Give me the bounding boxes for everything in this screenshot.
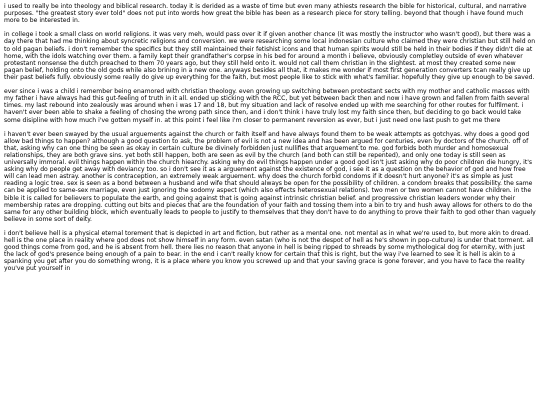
- paragraph-nature-of-hell: i don't believe hell is a physical eternal torement that is depicted in art and fiction, but rather as a mental one. not mental as in what we're used to, but more akin to dread. hell is the one place in reality where god does not show himself in any form. even satan (who is not the despot of hell as he's shown in pop-culture) is under that torment. all good things come from god, and he is absent from hell. there lies no reason that anyone in hell is being ripped to shreads by some mythological dog for eternity, with just the lack of god's presence being enough of a pain to bear. in the end i can't really know for certain that this is right, but the way i've learned to see it is hell is akin to a spanking you get after you do something wrong, it is a place where you know you screwed up and that your saving grace is gone forever, and you have to face the reality you've put yourself in: [4, 230, 534, 273]
- paragraph-biblical-research: i used to really be into theology and biblical research. today it is derided as a waste of time but even many athiests research the bible for historical, cultural, and narrative purposes. "the greatest story ever told" does not put into words how great the bible has been as a research piece for story telling. beyond that though i have found much more to be interested in.: [4, 3, 527, 25]
- paragraph-arguments-against-church: i haven't ever been swayed by the usual arguements against the church or faith itself and have always found them to be weak attempts as gotchyas. why does a good god allow bad things to happen? although a good question to ask, the problem of evil is not a new idea and has been argued for centuries, even by doctors of the church. off of that, asking why can one thing be seen as okay in certain culture be divinely forbidden just nullifies that arguement to me. god forbids both murder and homosexual relationships, they are both grave sins. yet both still happen, both are seen as evil by the church (and both can still be repented), and only one today is still seen as universally immoral. evil things happen within the church hiearchy. asking why do evil things happen under a good god isn't just asking why do poor children die hungry, it's asking why do people get away with deviancy too. so i don't see it as a arguement against the existence of god, i see it as a question on the behavior of god and how free will can lead men astray. another is contraception, an extremely weak arguement. why does the church forbid condoms if it doesn't hurt anyone? it's as simple as just reading a logic tree. sex is seen as a bond between a husband and wife that should always be open for the possibility of children. a condom breaks that possibility. the same can be applied to same-sex marriage, even just ignoring the sodomy aspect (which also effects heterosexual relations). two men or two women cannot have children. in the bible it is called for believers to populate the earth, and going against that is going against intrinsic christian belief. and progressive christian leaders wonder why their membership rates are dropping. cutting out bits and pieces that are the foundation of your faith and tossing them into a bin to try and hush away allows for others to do the same for any other building block, which eventually leads to people to justify to themselves that they don't have to do anything to prove their faith to god other than vaguely believe in some sort of deity.: [4, 130, 536, 223]
- paragraph-childhood-faith: ever since i was a child i remember being enamored with christian theology. even growing up switching between protestant sects with my mother and catholic masses with my father i have always had this gut-feeling of truth in it all. ended up sticking with the RCC, but yet between back then and now i have grown and fallen from faith several times. my last rebound into zealously was around when i was 17 and 18, but my situation and lack of resolve ended up with me searching for other routes for fulfilment. i haven't ever been able to shake a feeling of chosing the wrong path since then, and i don't think i have truly lost my faith since then, but deciding to go back would take some disipline with how much i've gotten myself in. at this point i feel like i'm closer to permanent reversion as ever, but i just need one last push to get me there: [4, 88, 530, 124]
- paragraph-syncretic-religions: in college i took a small class on world religions. it was very meh, would pass over it if given another chance (it was mostly the instructor who wasn't good), but there was a day there that had me thinking about syncretic religions and conversion. we were researching some local indonesian culture who claimed they were christian but still held on to old pagan beliefs. i don't remember the specifics but they still maintained their fetishist icons and that human spirits would still be held in their bodies if they didn't die at home, with the idols watching over them. a family kept their grandfather's corpse in his bed for around a month i believe, obviously completley outside of even whatever protestant nonsense the dutch preached to them 70 years ago, but they still held onto it. would not call them christian in the slightest. at most they created some new pagan belief, holding onto the old gods while also brining in a new one. anyways besides all that, it makes me wonder if most first generation converters tcan really give up their past beliefs fully. obviously some really do give up everything for the faith, but most people like to stick with what's familiar. hopefully they give up enough to be saved.: [4, 31, 536, 81]
